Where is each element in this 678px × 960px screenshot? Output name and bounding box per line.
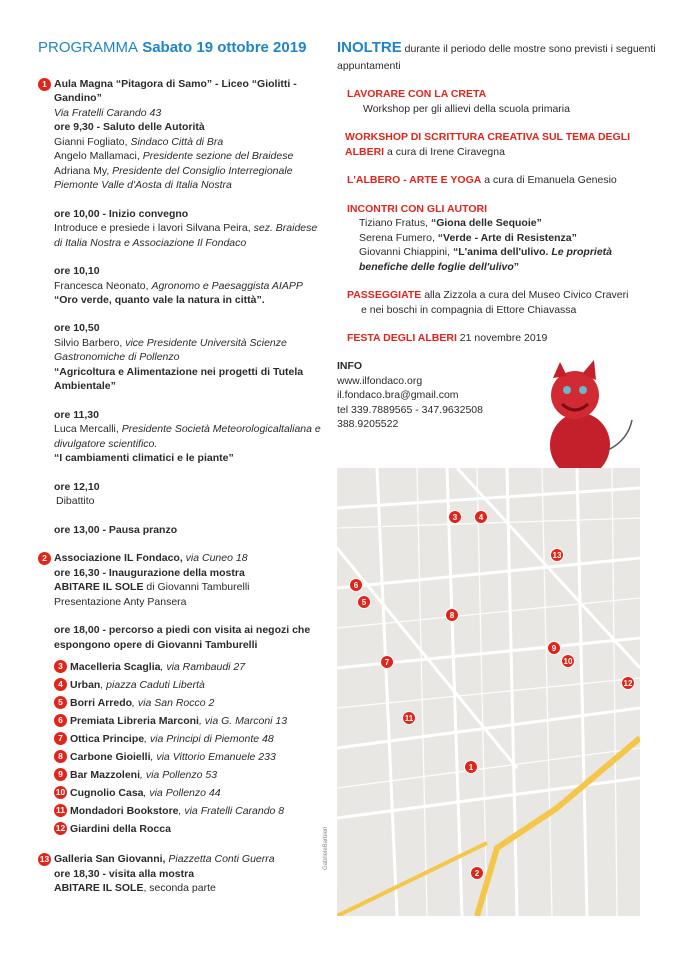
speaker: Angelo Mallamaci, Presidente sezione del Braidese xyxy=(54,150,294,163)
venue-1-address: Via Fratelli Carando 43 xyxy=(54,106,162,119)
exhibition-title: ABITARE IL SOLE di Giovanni Tamburelli xyxy=(54,581,250,594)
shop-item xyxy=(54,748,323,766)
shop-name: Carbone Gioielli xyxy=(70,751,151,764)
walk-description: ore 18,00 - percorso a piedi con visita ai negozi che espongono opere di Giovanni Tamburelli xyxy=(54,624,311,651)
shop-item xyxy=(54,766,323,784)
shop-number-badge: 9 xyxy=(54,768,67,781)
shop-number-badge: 10 xyxy=(55,787,66,798)
time-slot: ore 10,50 xyxy=(54,322,100,335)
shop-address: , via Pollenzo 44 xyxy=(143,787,221,800)
shop-item xyxy=(54,676,323,694)
shop-item xyxy=(54,712,323,730)
program-date: Sabato 19 ottobre 2019 xyxy=(142,39,307,56)
program-label: PROGRAMMA xyxy=(38,39,139,56)
shop-list xyxy=(54,658,323,838)
event-creta: LAVORARE CON LA CRETA Workshop per gli allievi della scuola primaria xyxy=(347,88,570,115)
venue-2-name: Associazione IL Fondaco, via Cuneo 18 xyxy=(54,552,248,565)
shop-item xyxy=(54,694,323,712)
venue-2-section xyxy=(38,551,323,838)
map-pin-2[interactable]: 2 xyxy=(470,866,484,880)
speaker: Luca Mercalli, Presidente Società Meteorologicaltaliana e divulgatore scientifico. xyxy=(54,423,321,450)
talk-title: “Agricoltura e Alimentazione nei progetti di Tutela Ambientale” xyxy=(54,365,304,393)
time-slot: ore 10,10 xyxy=(54,265,100,278)
shop-name: Cugnolio Casa xyxy=(70,787,144,800)
map-pin-6[interactable]: 6 xyxy=(349,578,363,592)
shop-address: , via G. Marconi 13 xyxy=(198,715,288,728)
pin-13-badge: 13 xyxy=(39,854,50,865)
shop-name: Macelleria Scaglia xyxy=(70,661,161,674)
venue-1-section xyxy=(38,77,323,538)
time-slot: ore 9,30 - Saluto delle Autorità xyxy=(54,121,205,134)
shop-name: Premiata Libreria Marconi xyxy=(70,715,199,728)
pin-1-badge: 1 xyxy=(38,78,51,91)
shop-address: , via Fratelli Carando 8 xyxy=(178,805,285,818)
shop-item xyxy=(54,802,323,820)
speaker: Dibattito xyxy=(56,495,95,508)
event-writing-workshop: WORKSHOP DI SCRITTURA CREATIVA SUL TEMA DEGLI ALBERI a cura di Irene Ciravegna xyxy=(345,131,631,158)
shop-name: Mondadori Bookstore xyxy=(70,805,179,818)
shop-address: , via San Rocco 2 xyxy=(132,697,215,710)
time-slot: ore 10,00 - Inizio convegno xyxy=(54,207,189,220)
presentation: Presentazione Anty Pansera xyxy=(54,595,187,608)
shop-number-badge: 12 xyxy=(55,823,66,834)
talk-title: “Oro verde, quanto vale la natura in città”. xyxy=(54,293,265,306)
shop-number-badge: 5 xyxy=(54,696,67,709)
event-tree-festival: FESTA DEGLI ALBERI 21 novembre 2019 xyxy=(347,331,548,344)
venue-13-section xyxy=(38,852,323,895)
shop-name: Ottica Principe xyxy=(70,733,145,746)
shop-number-badge: 6 xyxy=(54,714,67,727)
talk-title: “I cambiamenti climatici e le piante” xyxy=(54,452,234,465)
pin-2-badge: 2 xyxy=(38,552,51,565)
shop-name: Bar Mazzoleni xyxy=(70,769,141,782)
exhibition-title: ABITARE IL SOLE, seconda parte xyxy=(54,882,216,895)
speaker: Gianni Fogliato, Sindaco Città di Bra xyxy=(54,135,224,148)
map-pin-5[interactable]: 5 xyxy=(357,595,371,609)
shop-number-badge: 3 xyxy=(54,660,67,673)
time-slot: ore 16,30 - Inaugurazione della mostra xyxy=(54,566,245,579)
speaker: Silvio Barbero, vice Presidente Università Scienze Gastronomiche di Pollenzo xyxy=(54,336,287,364)
shop-address: , via Principi di Piemonte 48 xyxy=(144,733,274,746)
map-pin-4[interactable]: 4 xyxy=(474,510,488,524)
event-walks: PASSEGGIATE alla Zizzola a cura del Museo Civico Craveri e nei boschi in compagnia di Ettore Chiavassa xyxy=(347,289,629,316)
venue-1-name: Aula Magna “Pitagora di Samo” - Liceo “Giolitti - Gandino” xyxy=(54,77,297,105)
shop-address: , piazza Caduti Libertà xyxy=(100,679,205,692)
lunch-break: ore 13,00 - Pausa pranzo xyxy=(54,523,178,536)
photo-credit: GabrieleBarbieri xyxy=(323,826,329,870)
time-slot: ore 11,30 xyxy=(54,408,99,421)
shop-address: , via Rambaudi 27 xyxy=(160,661,246,674)
shop-address: , via Pollenzo 53 xyxy=(140,769,218,782)
shop-number-badge: 4 xyxy=(54,678,67,691)
info-label: INFO xyxy=(337,360,363,373)
speaker: Introduce e presiede i lavori Silvana Peira, sez. Braidese di Italia Nostra e Associazione Il Fondaco xyxy=(54,222,318,249)
shop-name: Borri Arredo xyxy=(70,697,133,710)
map-pin-13[interactable]: 13 xyxy=(550,548,564,562)
venue-13-name: Galleria San Giovanni, Piazzetta Conti Guerra xyxy=(54,853,275,866)
shop-name: Urban xyxy=(70,679,101,692)
map-pin-12[interactable]: 12 xyxy=(621,676,635,690)
website-link[interactable]: www.ilfondaco.org xyxy=(337,374,423,387)
shop-item xyxy=(54,730,323,748)
program-column xyxy=(38,38,323,910)
shop-item xyxy=(54,820,323,838)
event-art-yoga: L'ALBERO - ARTE E YOGA a cura di Emanuela Genesio xyxy=(347,174,617,187)
map-pin-7[interactable]: 7 xyxy=(380,655,394,669)
extra-intro: INOLTRE durante il periodo delle mostre sono previsti i seguenti appuntamenti xyxy=(337,39,656,72)
map-pin-3[interactable]: 3 xyxy=(448,510,462,524)
phone-number-2: 388.9205522 xyxy=(337,418,399,431)
shop-item xyxy=(54,784,323,802)
shop-number-badge: 8 xyxy=(54,750,67,763)
program-header xyxy=(38,38,323,59)
speaker: Francesca Neonato, Agronomo e Paesaggista AIAPP xyxy=(54,279,303,292)
map-pin-10[interactable]: 10 xyxy=(561,654,575,668)
shop-number-badge: 11 xyxy=(56,805,65,816)
map-pin-11[interactable]: 11 xyxy=(402,711,416,725)
map-pin-9[interactable]: 9 xyxy=(547,641,561,655)
time-slot: ore 12,10 xyxy=(54,480,100,493)
map-pin-1[interactable]: 1 xyxy=(464,760,478,774)
map-pin-8[interactable]: 8 xyxy=(445,608,459,622)
email-link[interactable]: il.fondaco.bra@gmail.com xyxy=(337,389,459,402)
shop-item xyxy=(54,658,323,676)
shop-number-badge: 7 xyxy=(54,732,67,745)
shop-name: Giardini della Rocca xyxy=(70,823,171,836)
city-map[interactable] xyxy=(337,468,640,916)
time-slot: ore 18,30 - visita alla mostra xyxy=(54,867,195,880)
phone-numbers: tel 339.7889565 - 347.9632508 xyxy=(337,403,483,416)
speaker: Adriana My, Presidente del Consiglio Interregionale Piemonte Valle d'Aosta di Italia Nostra xyxy=(54,164,293,192)
map-streets xyxy=(337,468,640,916)
shop-address: , via Vittorio Emanuele 233 xyxy=(150,751,276,764)
event-authors: INCONTRI CON GLI AUTORI Tiziano Fratus, “Giona delle Sequoie” Serena Fumero, “Verde - Arte di Resistenza” Giovanni Chiappini, “L'anima dell'ulivo. Le proprietà benefiche delle foglie dell'ulivo” xyxy=(347,202,613,273)
